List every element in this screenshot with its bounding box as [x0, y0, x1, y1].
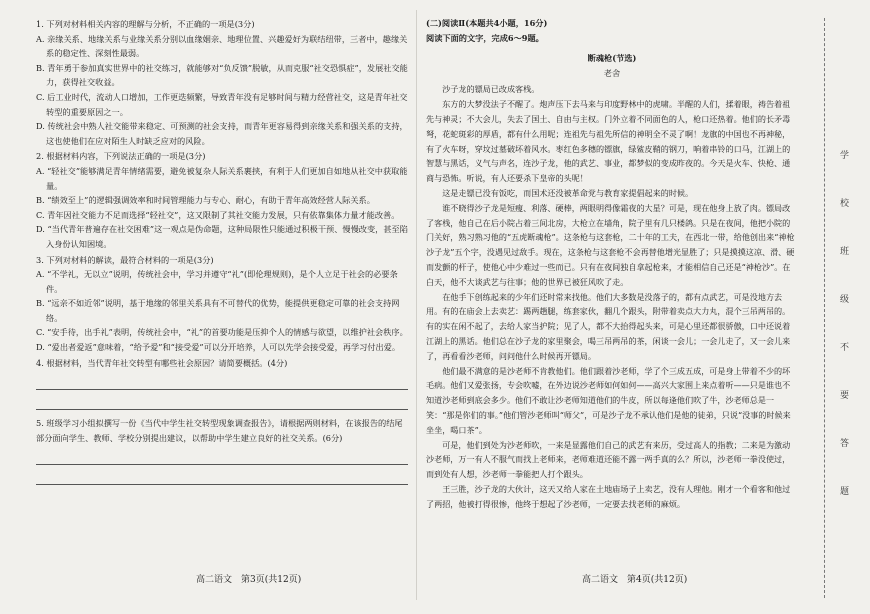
passage-paragraph: 王三胜，沙子龙的大伙计，这天又给人家在土地庙场子上卖艺，没有人理他。刚才一个看客和他过了两招，他被打得很惨，他终于想起了沙老师，一定要去找老师的麻烦。	[426, 483, 791, 509]
question-stem: 5. 班级学习小组拟撰写一份《当代中学生社交转型现象调查报告》，请根据两则材料，在该报告的结尾部分面向学生、教师、学校分别提出建议，以帮助中学生建立良好的社交关系。(6分)	[36, 418, 403, 443]
passage-paragraph: 在他手下创练起来的少年们还时常来找他。他们大多数是没落子的，都有点武艺，可是没地方去用。有的在庙会上去卖艺：踢两趟腿，练套家伙，翻几个跟头，附带着卖点大力丸，混个三吊两吊的。有的实在闲不起了，去给人家当护院；见了人，都不大抬得起头来，可是心里还都很骄傲，口中还说着江湖上的黑话。他们总在沙子龙的家里聚会，喝三吊两吊的茶，闲谈一会儿；一会儿走了，又一会儿来了，再看看沙老师，问问他什么时候再开镖局。	[426, 291, 791, 361]
binding-char: 不	[840, 343, 850, 353]
passage-paragraph: 这是走镖已没有饭吃，而国术还没被革命党与教育家提倡起来的时候。	[442, 187, 694, 198]
question-stem: 3. 下列对材料的解读，最符合材料的一项是(3分)	[36, 254, 214, 265]
answer-line[interactable]	[36, 471, 408, 485]
option-d: D. “爱出者爱返”意味着，“给予爱”和“接受爱”可以分开培养，人可以先学会接受爱，再学习付出爱。	[36, 342, 401, 353]
question-stem: 1. 下列对材料相关内容的理解与分析，不正确的一项是(3分)	[36, 19, 255, 29]
question-3	[36, 253, 408, 355]
page-footer-right: 高二语文 第4页(共12页)	[582, 575, 688, 585]
answer-line[interactable]	[36, 396, 408, 410]
option-d: D. “当代青年普遍存在社交困难”这一观点是伪命题，这种局限性只能通过积极干预、慢慢改变，甚至陷入身份认知困境。	[36, 224, 408, 249]
passage-paragraph: 沙子龙的镖局已改成客栈。	[442, 84, 540, 95]
section-instruction: 阅读下面的文字，完成6～9题。	[426, 32, 544, 43]
passage-paragraph: 东方的大梦没法子不醒了。炮声压下去马来与印度野林中的虎啸。半醒的人们，揉着眼，祷告着祖先与神灵；不大会儿，失去了国土、自由与主权。门外立着不同面色的人，枪口还热着。他们的长矛毒弩，花蛇斑彩的厚盾，都有什么用呢；连祖先与祖先所信的神明全不灵了啊！龙旗的中国也不再神秘，有了火车呀，穿坟过墓破坏着风水。枣红色多穗的镖旗，绿鲨皮鞘的钢刀，响着串铃的口马，江湖上的智慧与黑话，义气与声名，连沙子龙，他的武艺、事业，都梦似的变成昨夜的。今天是火车、快枪、通商与恐怖。听说，有人还要杀下皇帝的头呢！	[426, 99, 791, 184]
question-stem: 2. 根据材料内容，下列说法正确的一项是(3分)	[36, 151, 206, 162]
option-c: C. “安手待，出手礼”表明，传统社会中，“礼”的首要功能是压抑个人的情感与欲望，以维护社会秩序。	[36, 327, 408, 338]
option-c: C. 青年因社交能力不足而选择“轻社交”，这又限制了其社交能力发展，只有依靠集体力量才能改善。	[36, 209, 400, 220]
answer-line[interactable]	[36, 376, 408, 390]
page-footer-left: 高二语文 第3页(共12页)	[196, 575, 302, 585]
question-4	[36, 356, 408, 411]
binding-words	[840, 150, 854, 534]
question-2	[36, 149, 408, 251]
binding-char: 学	[840, 151, 850, 161]
section-header: (二)阅读Ⅱ(本题共4小题，16分)	[426, 18, 548, 28]
binding-char: 校	[840, 199, 850, 209]
binding-char: 答	[840, 439, 850, 449]
page-4	[426, 16, 798, 511]
page-3	[36, 16, 408, 491]
binding-char: 题	[840, 487, 850, 497]
binding-char: 班	[840, 247, 850, 257]
passage-paragraph: 他们最不满意的是沙老师不肯教他们。他们跟着沙老师，学了个三成五成，可是身上带着不少的坏毛病。他们又爱张扬，专会吹嘘，在外边说沙老师如何如何——高兴大家围上来点着听——只是谁也不知道沙老师到底会多少。他们不敢让沙老师知道他们的牛皮，所以每逢他们吹了牛，沙老师总是一笑：“那是你们的事。”他们管沙老师叫“师父”，可是沙子龙不承认他们是他的徒弟，只说“没事的时候来坐坐，喝口茶”。	[426, 365, 791, 435]
option-c: C. 后工业时代，流动人口增加，工作更迭频繁，导致青年没有足够时间与精力经营社交，这是青年社交转型的重要原因之一。	[36, 91, 408, 117]
question-5	[36, 416, 408, 485]
answer-line[interactable]	[36, 451, 408, 465]
binding-dashed-line	[824, 18, 825, 598]
option-b: B. “绩效至上”的逻辑强调效率和时间管理能力与专心、耐心，有助于青年高效经营人际关系。	[36, 195, 375, 206]
question-1	[36, 17, 408, 148]
option-a: A. 亲缘关系、地缘关系与业缘关系分别以血缘姻亲、地理位置、兴趣爱好为联结纽带，三者中，趣缘关系的稳定性、深刻性最弱。	[36, 33, 408, 59]
passage-paragraph: 谁不晓得沙子龙是短瘦、利落、硬棒，两眼明得像霜夜的大星？可是，现在他身上放了肉。镖局改了客栈，他自己在后小院占着三间北房，大枪立在墙角，院子里有几只楼鸽。只是在夜间，他把小院的门关好，熟习熟习他的“五虎断魂枪”。这条枪与这套枪，二十年的工夫，在西北一带，给他创出来“神枪沙子龙”五个字，没遇见过敌手。现在，这条枪与这套枪不会再替他增光显胜了；只是摸摸这凉、滑、硬而发颤的杆子，使他心中少难过一些而已。只有在夜间独自拿起枪来，才能相信自己还是“神枪沙”。在白天，他不大谈武艺与往事；他的世界已被狂风吹了走。	[426, 202, 795, 287]
passage-author: 老舍	[603, 67, 621, 78]
binding-char: 要	[840, 391, 850, 401]
passage-paragraph: 可是，他们到处为沙老师吹，一来是显露他们自己的武艺有来历，受过高人的指教；二来是为激动沙老师，万一有人不服气而找上老师来，老师难道还能不露一两手真的么？所以，沙老师一拳没使过，而到处有人想，沙老师一拳能把人打个跟头。	[426, 439, 791, 480]
option-a: A. “轻社交”能够满足青年情绪需要，避免被复杂人际关系裹挟，有利于人们更加自如地从社交中获取能量。	[36, 165, 408, 191]
option-d: D. 传统社会中熟人社交能带来稳定、可预测的社会支持，而青年更容易得到亲缘关系和强关系的支持，这也使他们在应对陌生人时缺乏应对的风险。	[36, 121, 408, 146]
question-stem: 4. 根据材料，当代青年社交转型有哪些社会原因？请简要概括。(4分)	[36, 357, 288, 368]
passage-title: 断魂枪(节选)	[587, 53, 637, 64]
option-b: B. “远亲不如近邻”说明，基于地缘的邻里关系具有不可替代的优势，能提供更稳定可靠的社会支持网络。	[36, 298, 400, 323]
answer-lines[interactable]	[36, 376, 408, 410]
binding-margin	[814, 0, 870, 614]
option-b: B. 青年勇于参加真实世界中的社交练习，就能够对“负反馈”脱敏，从而克服“社交恐惧症”，发展社交能力，获得社交收益。	[36, 62, 408, 88]
answer-lines[interactable]	[36, 451, 408, 485]
option-a: A. “不学礼，无以立”说明，传统社会中，学习并遵守“礼”(即伦理规则)，是个人立足于社会的必要条件。	[36, 269, 398, 294]
page-divider	[416, 10, 417, 600]
binding-char: 级	[840, 295, 850, 305]
